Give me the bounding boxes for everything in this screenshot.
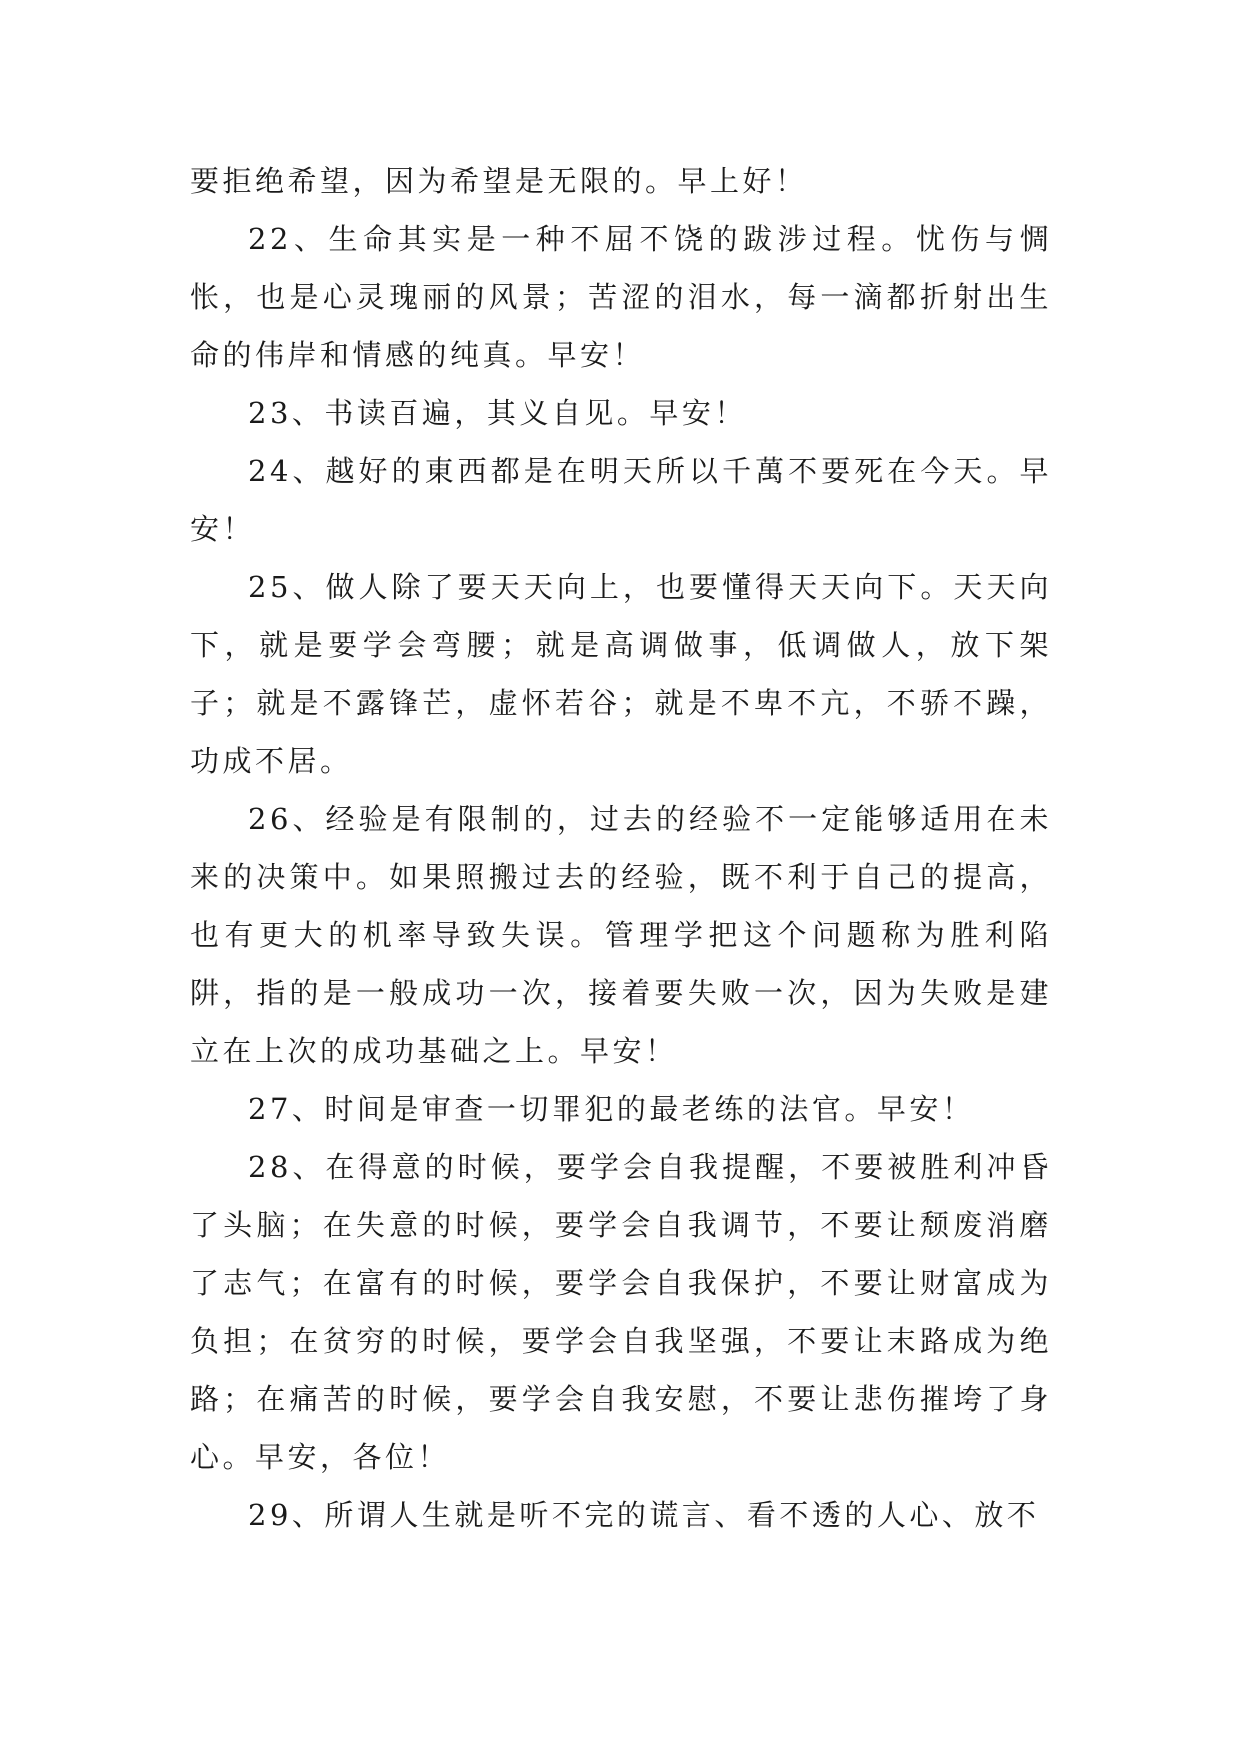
paragraph-24: 24、越好的東西都是在明天所以千萬不要死在今天。早安！ [190, 454, 1052, 546]
paragraph-26: 26、经验是有限制的，过去的经验不一定能够适用在未来的决策中。如果照搬过去的经验，既不利于自己的提高，也有更大的机率导致失误。管理学把这个问题称为胜利陷阱，指的是一般成功一次，接着要失败一次，因为失败是建立在上次的成功基础之上。早安！ [190, 802, 1052, 1068]
paragraph-29: 29、所谓人生就是听不完的谎言、看不透的人心、放不 [248, 1498, 1040, 1532]
paragraph-28: 28、在得意的时候，要学会自我提醒，不要被胜利冲昏了头脑；在失意的时候，要学会自我调节，不要让颓废消磨了志气；在富有的时候，要学会自我保护，不要让财富成为负担；在贫穷的时候，要学会自我坚强，不要让末路成为绝路；在痛苦的时候，要学会自我安慰，不要让悲伤摧垮了身心。早安，各位！ [190, 1150, 1052, 1474]
paragraph-27: 27、时间是审查一切罪犯的最老练的法官。早安！ [248, 1092, 975, 1126]
body-text [190, 152, 1052, 1544]
paragraph-22: 22、生命其实是一种不屈不饶的跋涉过程。忧伤与惆怅，也是心灵瑰丽的风景；苦涩的泪水，每一滴都折射出生命的伟岸和情感的纯真。早安！ [190, 222, 1052, 372]
paragraph-continued: 要拒绝希望，因为希望是无限的。早上好！ [190, 164, 808, 198]
paragraph-23: 23、书读百遍，其义自见。早安！ [248, 396, 747, 430]
paragraph-25: 25、做人除了要天天向上，也要懂得天天向下。天天向下，就是要学会弯腰；就是高调做事，低调做人，放下架子；就是不露锋芒，虚怀若谷；就是不卑不亢，不骄不躁，功成不居。 [190, 570, 1052, 778]
